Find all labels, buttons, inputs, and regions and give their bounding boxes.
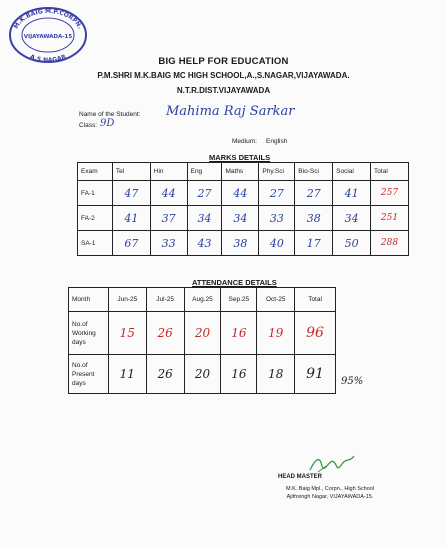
marks-header-cell: Eng — [187, 163, 222, 181]
student-name-value: Mahima Raj Sarkar — [166, 104, 295, 119]
marks-header-cell: Hin — [150, 163, 187, 181]
working-days-cell: 16 — [221, 312, 257, 355]
marks-header-row — [78, 163, 409, 181]
marks-row-sa1 — [78, 231, 409, 256]
total-cell: 251 — [371, 206, 409, 231]
seal-bottom-text: A.S.NAGAR — [28, 53, 68, 65]
total-cell: 257 — [371, 181, 409, 206]
present-label-line: No.of — [72, 361, 88, 369]
marks-row-fa2 — [78, 206, 409, 231]
mark-cell: 41 — [333, 181, 371, 206]
mark-cell: 47 — [112, 181, 150, 206]
exam-label: FA-2 — [78, 206, 113, 231]
stamp-line-1: M.K. Baig Mpl., Corpn., High School — [285, 486, 375, 492]
signature-scribble — [306, 452, 358, 476]
mark-cell: 33 — [259, 206, 295, 231]
marks-row-fa1 — [78, 181, 409, 206]
mark-cell: 33 — [150, 231, 187, 256]
marks-table — [77, 162, 409, 256]
document-title: BIG HELP FOR EDUCATION — [158, 56, 289, 67]
attendance-percentage: 95% — [341, 376, 364, 387]
working-days-cell: 26 — [146, 312, 184, 355]
attendance-header-cell: Oct-25 — [257, 288, 295, 312]
exam-label: SA-1 — [78, 231, 113, 256]
mark-cell: 40 — [259, 231, 295, 256]
class-label: Class: — [79, 122, 98, 129]
present-days-total: 91 — [295, 355, 336, 394]
marks-header-cell: Maths — [222, 163, 259, 181]
mark-cell: 34 — [333, 206, 371, 231]
attendance-header-row — [69, 288, 336, 312]
attendance-details-title: ATTENDANCE DETAILS — [192, 278, 277, 287]
mark-cell: 44 — [222, 181, 259, 206]
attendance-header-cell: Aug.25 — [184, 288, 221, 312]
medium-value: English — [266, 138, 288, 145]
mark-cell: 34 — [222, 206, 259, 231]
class-value: 9D — [100, 118, 115, 129]
mark-cell: 38 — [295, 206, 333, 231]
exam-label: FA-1 — [78, 181, 113, 206]
mark-cell: 27 — [295, 181, 333, 206]
present-days-cell: 18 — [257, 355, 295, 394]
marks-header-cell: Exam — [78, 163, 113, 181]
attendance-header-cell: Jun-25 — [108, 288, 146, 312]
present-days-cell: 16 — [221, 355, 257, 394]
working-days-cell: 15 — [108, 312, 146, 355]
mark-cell: 34 — [187, 206, 222, 231]
marks-header-cell: Tel — [112, 163, 150, 181]
mark-cell: 37 — [150, 206, 187, 231]
working-days-label — [69, 312, 109, 355]
working-label-line: Working — [72, 329, 96, 337]
present-days-cell: 20 — [184, 355, 221, 394]
present-label-line: Present — [72, 370, 95, 378]
mark-cell: 41 — [112, 206, 150, 231]
total-cell: 288 — [371, 231, 409, 256]
present-days-cell: 11 — [108, 355, 146, 394]
attendance-header-cell: Month — [69, 288, 109, 312]
mark-cell: 67 — [112, 231, 150, 256]
working-days-row — [69, 312, 336, 355]
marks-details-title: MARKS DETAILS — [209, 153, 271, 162]
present-label-line: days — [72, 379, 86, 387]
head-master-title: HEAD MASTER — [278, 474, 323, 480]
present-days-row — [69, 355, 336, 394]
working-days-cell: 20 — [184, 312, 221, 355]
marks-header-cell: Phy.Sci — [259, 163, 295, 181]
svg-text:M.K.BAIG M.P.CORPN. — [13, 8, 84, 30]
attendance-table — [68, 287, 336, 394]
medium-label: Medium: — [232, 138, 257, 145]
head-master-stamp — [250, 485, 410, 501]
attendance-header-cell: Jul-25 — [146, 288, 184, 312]
present-days-cell: 26 — [146, 355, 184, 394]
mark-cell: 27 — [259, 181, 295, 206]
stamp-line-2: Ajithsingh Nagar, VIJAYAWADA-15. — [286, 494, 374, 500]
attendance-header-cell: Total — [295, 288, 336, 312]
attendance-header-cell: Sep.25 — [221, 288, 257, 312]
district-name: N.T.R.DIST.VIJAYAWADA — [176, 86, 271, 95]
mark-cell: 27 — [187, 181, 222, 206]
marks-header-cell: Total — [371, 163, 409, 181]
seal-middle-text: VIJAYAWADA-15 — [23, 34, 73, 40]
student-name-label: Name of the Student: — [79, 111, 141, 118]
working-label-line: No.of — [72, 320, 88, 328]
working-days-cell: 19 — [257, 312, 295, 355]
mark-cell: 17 — [295, 231, 333, 256]
marks-header-cell: Social — [333, 163, 371, 181]
working-label-line: days — [72, 338, 86, 346]
seal-top-text: M.K.BAIG M.P.CORPN. — [12, 7, 84, 31]
school-name: P.M.SHRI M.K.BAIG MC HIGH SCHOOL,A.,S.NAGAR,VIJAYAWADA. — [97, 71, 350, 80]
present-days-label — [69, 355, 109, 394]
mark-cell: 50 — [333, 231, 371, 256]
marks-header-cell: Bio-Sci — [295, 163, 333, 181]
mark-cell: 43 — [187, 231, 222, 256]
working-days-total: 96 — [295, 312, 336, 355]
mark-cell: 38 — [222, 231, 259, 256]
mark-cell: 44 — [150, 181, 187, 206]
